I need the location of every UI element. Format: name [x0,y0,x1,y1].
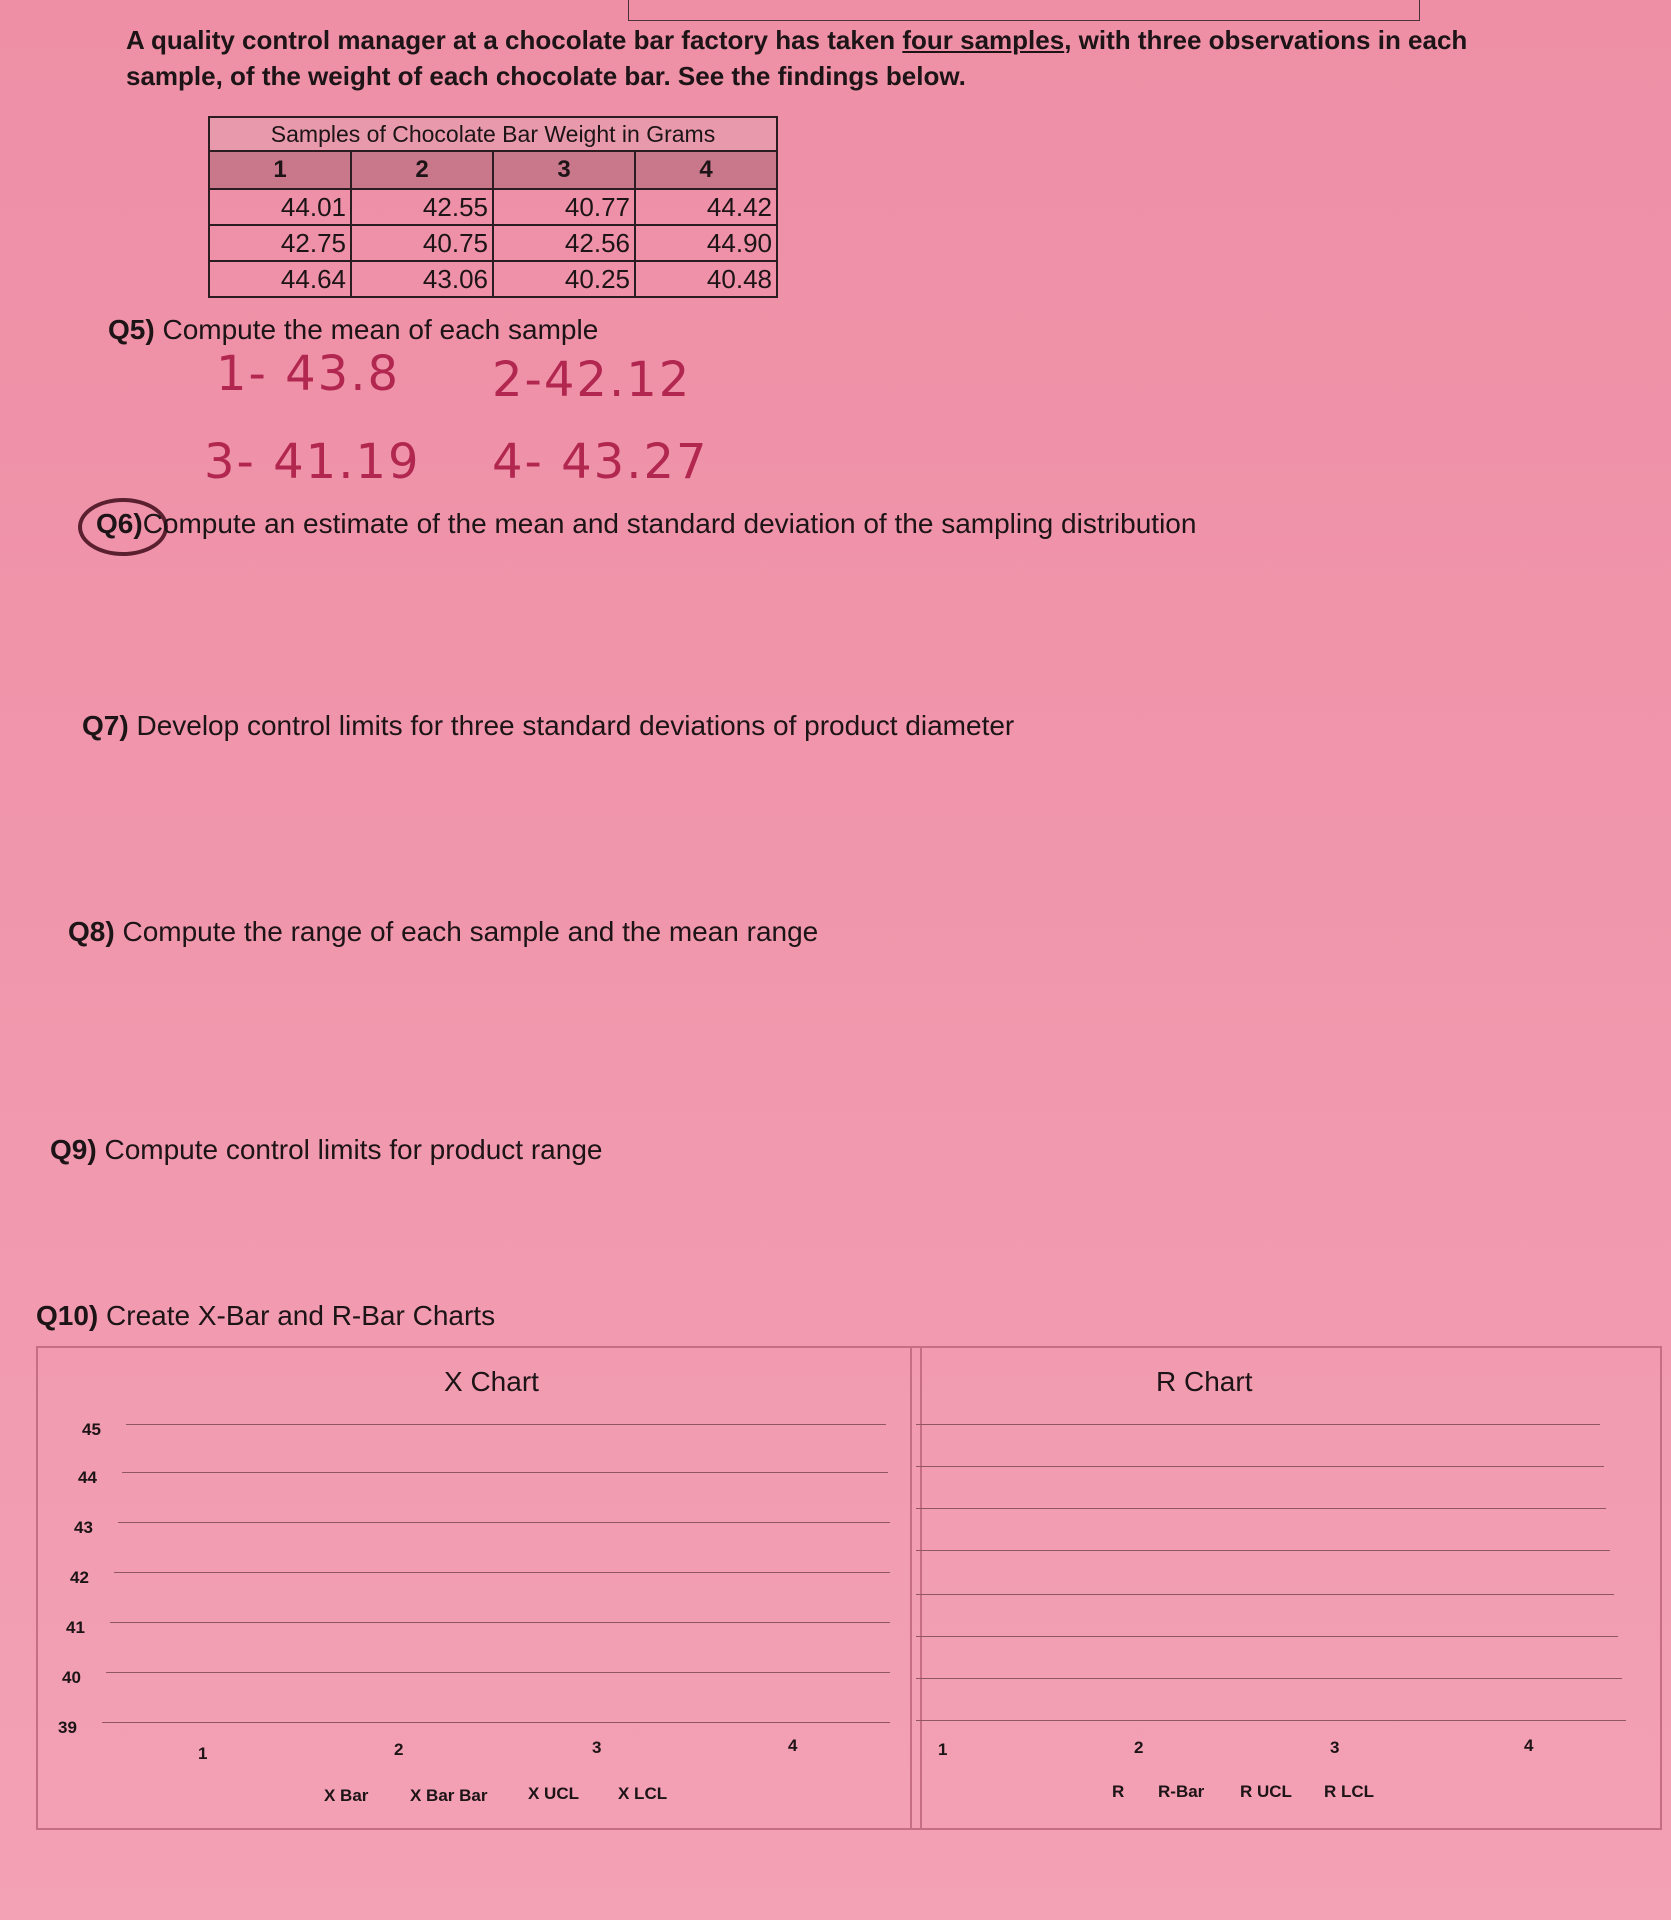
x-chart-legend-item: X Bar Bar [410,1786,488,1805]
table-cell: 40.48 [635,261,777,297]
q8-text: Compute the range of each sample and the mean range [122,916,819,947]
y-tick-label: 44 [78,1468,97,1487]
x-tick-label: 4 [788,1736,798,1755]
question-q10 [36,1300,495,1332]
r-chart-legend-item: R-Bar [1158,1782,1205,1801]
y-tick-label: 41 [66,1618,85,1637]
y-tick-label: 39 [58,1718,77,1737]
q7-label: Q7) [82,710,129,741]
samples-table [208,116,778,298]
r-chart-gridline [916,1594,1614,1595]
x-chart-frame [36,1346,922,1830]
r-chart-frame [910,1346,1662,1830]
table-cell: 42.75 [209,225,351,261]
x-tick-label: 2 [394,1740,404,1759]
x-chart-gridline [114,1572,890,1573]
y-tick-label: 42 [70,1568,89,1587]
table-row [209,225,777,261]
q9-label: Q9) [50,1134,97,1165]
table-title: Samples of Chocolate Bar Weight in Grams [209,117,777,151]
x-tick-label: 1 [938,1740,948,1759]
r-chart-gridline [916,1678,1622,1679]
y-tick-label: 43 [74,1518,93,1537]
x-chart-gridline [122,1472,888,1473]
x-tick-label: 3 [592,1738,602,1757]
table-cell: 42.56 [493,225,635,261]
table-row [209,189,777,225]
q5-answer-3: 3- 41.19 [204,434,421,490]
question-q8 [68,916,818,948]
table-cell: 40.77 [493,189,635,225]
intro-text-1: A quality control manager at a chocolate bar factory has taken [126,25,903,55]
intro-line-2: sample, of the weight of each chocolate bar. See the findings below. [126,61,966,91]
x-tick-label: 2 [1134,1738,1144,1757]
q5-text: Compute the mean of each sample [162,314,599,345]
r-chart-gridline [916,1508,1606,1509]
r-chart-gridline [916,1720,1626,1721]
x-chart-gridline [118,1522,890,1523]
x-chart-gridline [102,1722,890,1723]
x-chart-gridline [106,1672,890,1673]
q7-text: Develop control limits for three standard deviations of product diameter [136,710,1015,741]
table-cell: 43.06 [351,261,493,297]
table-header-row [209,151,777,189]
r-chart-legend-item: R LCL [1324,1782,1375,1801]
question-q5 [108,314,598,346]
r-chart-legend-item: R UCL [1240,1782,1292,1801]
table-cell: 44.90 [635,225,777,261]
r-chart-gridline [916,1466,1604,1467]
intro-paragraph [126,22,1526,94]
r-chart-gridline [916,1424,1600,1425]
intro-underlined: four samples [902,25,1065,55]
r-chart-legend-item: R [1112,1782,1125,1801]
question-q6 [96,508,1196,540]
q5-answer-2: 2-42.12 [492,352,692,408]
q10-text: Create X-Bar and R-Bar Charts [106,1300,496,1331]
x-chart-legend-item: X UCL [528,1784,579,1803]
q5-answer-4: 4- 43.27 [492,434,709,490]
q5-answer-1: 1- 43.8 [216,346,400,402]
x-chart-title: X Chart [444,1366,539,1397]
x-chart-gridline [126,1424,886,1425]
question-q7 [82,710,1014,742]
question-q9 [50,1134,602,1166]
x-chart-legend-item: X Bar [324,1786,369,1805]
q9-text: Compute control limits for product range [104,1134,603,1165]
y-tick-label: 45 [82,1420,101,1439]
x-chart-gridline [110,1622,890,1623]
q10-label: Q10) [36,1300,99,1331]
table-row [209,261,777,297]
table-header: 2 [351,151,493,189]
top-border-box [628,0,1420,21]
y-tick-label: 40 [62,1668,81,1687]
q8-label: Q8) [68,916,115,947]
table-cell: 44.64 [209,261,351,297]
x-tick-label: 4 [1524,1736,1534,1755]
r-chart-title: R Chart [1156,1366,1253,1397]
r-chart-gridline [916,1636,1618,1637]
table-cell: 42.55 [351,189,493,225]
table-header: 3 [493,151,635,189]
q6-label: Q6) [96,508,143,539]
x-tick-label: 1 [198,1744,208,1763]
q6-text: Compute an estimate of the mean and standard deviation of the sampling distribution [142,508,1197,539]
table-cell: 40.75 [351,225,493,261]
x-chart-legend-item: X LCL [618,1784,668,1803]
intro-line-1 [126,22,1526,58]
intro-text-2: , with three observations in each [1064,25,1468,55]
table-header: 4 [635,151,777,189]
table-header: 1 [209,151,351,189]
table-cell: 44.42 [635,189,777,225]
x-tick-label: 3 [1330,1738,1340,1757]
table-cell: 44.01 [209,189,351,225]
q5-label: Q5) [108,314,155,345]
r-chart-gridline [916,1550,1610,1551]
table-cell: 40.25 [493,261,635,297]
